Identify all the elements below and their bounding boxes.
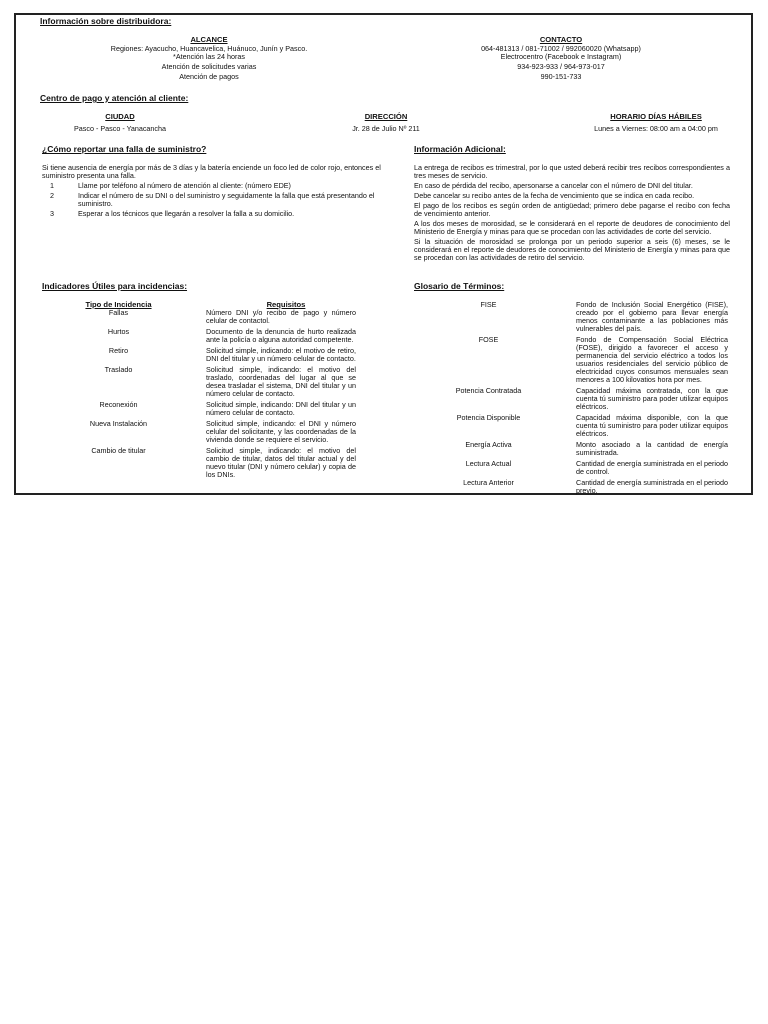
distribuidora-title: Información sobre distribuidora: [40,16,172,26]
step-text: Esperar a los técnicos que llegarán a resolver la falla a su domicilio. [78,209,295,218]
ciudad-value: Pasco - Pasco - Yanacancha [73,124,167,133]
alcance-line: Atención de pagos [179,72,239,81]
horario-column [571,112,741,133]
glosario-row [436,441,736,460]
glosario-term: Energía Activa [465,440,512,449]
indicadores-table [66,300,366,479]
glosario-row [436,460,736,479]
glosario-term: Potencia Disponible [456,413,521,422]
step-item [42,182,382,190]
step-number: 3 [50,209,54,218]
reportar-intro: Si tiene ausencia de energía por más de 3 días y la batería enciende un foco led de color rojo, entonces el suministro presenta una falla. [42,163,381,180]
step-number: 1 [50,181,54,190]
glosario-def: Fondo de Inclusión Social Energético (FISE), creado por el gobierno para llevar energía menos contaminante a las poblaciones más vulnerables del país. [576,300,728,333]
table-row [66,447,366,479]
glosario-row [436,414,736,441]
glosario-term: Lectura Actual [465,459,512,468]
table-row [66,401,366,420]
row-req: Solicitud simple, indicando: el motivo de retiro, DNI del titular y un número celular de contacto. [206,346,356,363]
centro-pago-title: Centro de pago y atención al cliente: [40,93,189,103]
step-item [42,210,382,218]
col-req-header: Requisitos [266,300,306,309]
contacto-line: 064-481313 / 081-71002 / 992060020 (Whatsapp) [481,44,641,53]
horario-value: Lunes a Viernes: 08:00 am a 04:00 pm [594,124,718,133]
reportar-title: ¿Cómo reportar una falla de suministro? [42,144,207,154]
direccion-value: Jr. 28 de Julio Nº 211 [352,124,420,133]
alcance-line: *Atención las 24 horas [173,52,245,61]
info-paragraph: La entrega de recibos es trimestral, por lo que usted deberá recibir tres recibos correspondientes a tres meses de servicio. [414,163,730,180]
glosario-row [436,387,736,414]
glosario-def: Capacidad máxima contratada, con la que cuenta tú suministro para poder utilizar equipos eléctricos. [576,386,728,411]
info-adicional-body [414,164,730,262]
step-text: Llame por teléfono al número de atención al cliente: (número EDE) [78,181,291,190]
step-number: 2 [50,191,54,200]
row-tipo: Nueva Instalación [89,419,148,428]
row-req: Solicitud simple, indicando: el motivo del cambio de titular, datos del titular actual y del nuevo titular (DNI y número celular) y copia de los DNIs. [206,446,356,479]
row-tipo: Retiro [108,346,129,355]
glosario-term: FOSE [478,335,499,344]
info-paragraph: En caso de pérdida del recibo, apersonarse a cancelar con el número de DNI del titular. [414,181,693,190]
ciudad-column [50,112,190,133]
col-tipo-header: Tipo de Incidencia [85,300,152,309]
contacto-line: 934-923-933 / 964-973-017 [517,62,605,71]
glosario-row [436,479,736,495]
table-row [66,347,366,366]
direccion-header: DIRECCIÓN [364,112,408,121]
contacto-line: Electrocentro (Facebook e Instagram) [500,52,622,61]
glosario-def: Fondo de Compensación Social Eléctrica (FOSE), dirigido a favorecer el acceso y permanencia del servicio eléctrico a todos los usuarios residenciales del servicio público de electricidad cuyos consumos mensuales sean menores a 100 kilovatios hora por mes. [576,335,728,384]
glosario-def: Capacidad máxima disponible, con la que cuenta tú suministro para poder utilizar equipos eléctricos. [576,413,728,438]
alcance-block [76,35,342,81]
contacto-block [436,35,686,81]
glosario-row [436,336,736,387]
row-req: Solicitud simple, indicando: el DNI y número celular del solicitante, y las coordenadas de la vivienda donde se requiere el servicio. [206,419,356,444]
indicadores-title: Indicadores Útiles para incidencias: [42,281,188,291]
info-paragraph: Si la situación de morosidad se prolonga por un periodo superior a seis (6) meses, se le considerará en el reporte de deudores de conocimiento del Ministerio de Energía y minas para que se procedan con las actividades de retiro del servicio. [414,237,730,262]
row-tipo: Fallas [108,308,129,317]
row-tipo: Hurtos [107,327,130,336]
row-req: Solicitud simple, indicando: DNI del titular y un número celular de contacto. [206,400,356,417]
table-row [66,420,366,447]
table-row [66,366,366,401]
horario-header: HORARIO DÍAS HÁBILES [610,112,702,121]
contacto-header: CONTACTO [539,35,583,44]
info-paragraph: A los dos meses de morosidad, se le considerará en el reporte de deudores de conocimiento del Ministerio de Energía y minas para que se procedan con las actividades de corte del servicio. [414,219,730,236]
glosario-table [436,301,736,495]
ciudad-header: CIUDAD [105,112,135,121]
info-paragraph: Debe cancelar su recibo antes de la fecha de vencimiento que se indica en cada recibo. [414,191,695,200]
info-paragraph: El pago de los recibos es según orden de antigüedad; primero debe pagarse el recibo con fecha de vencimiento anterior. [414,201,730,218]
glosario-def: Cantidad de energía suministrada en el periodo previo. [576,478,728,495]
alcance-line: Regiones: Ayacucho, Huancavelica, Huánuco, Junín y Pasco. [110,44,308,53]
contacto-line: 990-151-733 [540,72,582,81]
glosario-def: Monto asociado a la cantidad de energía suministrada. [576,440,728,457]
glosario-term: Lectura Anterior [463,478,514,487]
row-req: Solicitud simple, indicando: el motivo del traslado, coordenadas del lugar al que se desea trasladar el sistema, DNI del titular y un número celular de contacto. [206,365,356,398]
step-text: Indicar el número de su DNI o del suministro y seguidamente la falla que está presentando el suministro. [78,191,375,208]
glosario-def: Cantidad de energía suministrada en el periodo de control. [576,459,728,476]
row-req: Documento de la denuncia de hurto realizada ante la policía o alguna autoridad competente. [206,327,356,344]
glosario-title: Glosario de Términos: [414,281,505,291]
table-row [66,309,366,328]
direccion-column [316,112,456,133]
row-tipo: Traslado [104,365,133,374]
table-row [66,328,366,347]
info-adicional-title: Información Adicional: [414,144,506,154]
alcance-line: Atención de solicitudes varias [161,62,257,71]
document-frame [14,13,753,495]
row-req: Número DNI y/o recibo de pago y número celular de contactol. [206,308,356,325]
alcance-header: ALCANCE [190,35,228,44]
glosario-term: FISE [480,300,497,309]
glosario-term: Potencia Contratada [455,386,522,395]
row-tipo: Reconexión [99,400,138,409]
glosario-row [436,301,736,336]
row-tipo: Cambio de titular [91,446,146,455]
reportar-steps [42,182,382,218]
step-item [42,192,382,208]
